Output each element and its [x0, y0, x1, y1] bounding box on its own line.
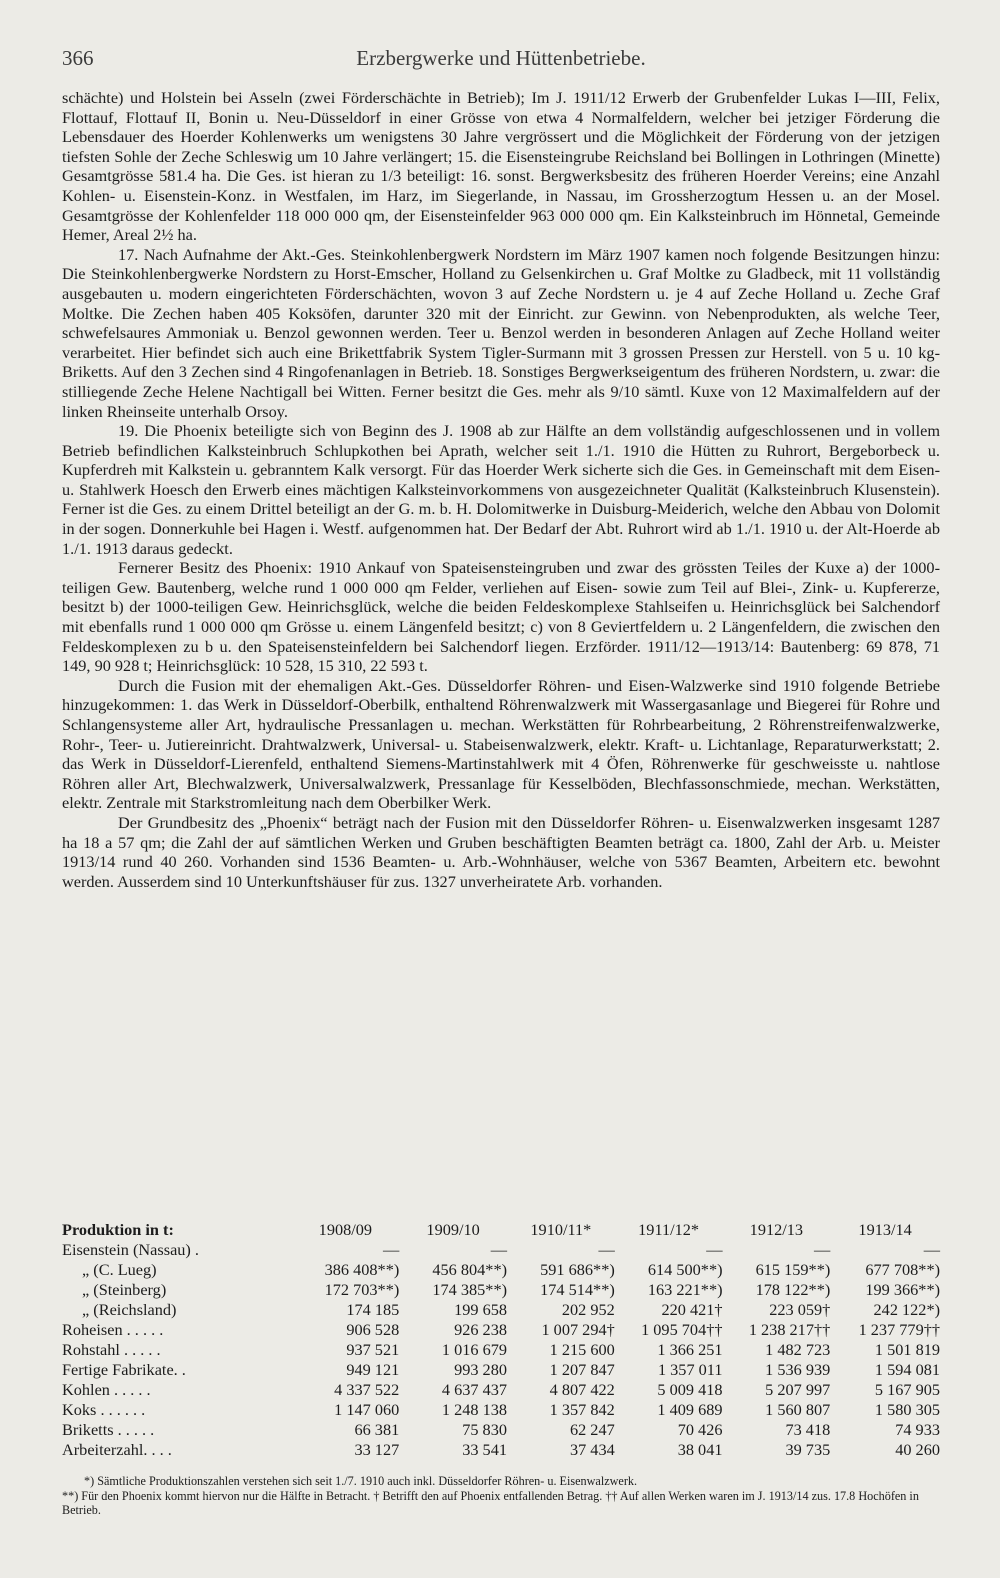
table-row [62, 1280, 940, 1300]
table-title: Produktion in t: [62, 1220, 174, 1239]
row-label: Koks . . . . . . [62, 1400, 146, 1419]
table-row [62, 1300, 940, 1320]
table-row [62, 1360, 940, 1380]
table-cell: — [598, 1240, 615, 1259]
running-title: Erzbergwerke und Hüttenbetriebe. [356, 46, 646, 70]
table-cell: 163 221**) [647, 1280, 723, 1299]
table-cell: — [923, 1240, 940, 1259]
table-cell: 33 127 [354, 1440, 400, 1459]
table-cell: 174 514**) [540, 1280, 615, 1299]
table-row [62, 1240, 940, 1260]
row-label: „ (Reichsland) [82, 1300, 177, 1319]
table-cell: 199 366**) [865, 1280, 941, 1299]
table-cell: 74 933 [895, 1420, 940, 1439]
table-cell: 73 418 [785, 1420, 831, 1439]
table-cell: 1 147 060 [334, 1400, 400, 1419]
table-cell: 993 280 [454, 1360, 507, 1379]
row-label: „ (Steinberg) [82, 1280, 167, 1299]
row-label: „ (C. Lueg) [82, 1260, 157, 1279]
table-cell: 1 016 679 [441, 1340, 507, 1359]
table-cell: 1 594 081 [874, 1360, 940, 1379]
year-header: 1908/09 [318, 1220, 373, 1239]
table-cell: 223 059† [769, 1300, 831, 1319]
table-row [62, 1260, 940, 1280]
table-cell: — [382, 1240, 400, 1259]
table-cell: 591 686**) [540, 1260, 615, 1279]
table-header-row [62, 1220, 940, 1240]
table-cell: 172 703**) [324, 1280, 400, 1299]
row-label: Eisenstein (Nassau) . [62, 1240, 199, 1259]
table-cell: 39 735 [785, 1440, 831, 1459]
table-cell: 1 237 779†† [858, 1320, 940, 1339]
body-text [62, 88, 940, 891]
table-cell: 1 238 217†† [748, 1320, 831, 1339]
table-cell: 4 337 522 [334, 1380, 400, 1399]
paragraph: 17. Nach Aufnahme der Akt.-Ges. Steinkohlenbergwerk Nordstern im März 1907 kamen noch folgende Besitzungen hinzu: Die Steinkohlenbergwerke Nordstern zu Horst-Emscher, Holland zu Gelsenkirchen u. Graf Moltke zu Gladbeck, mit 11 vollständig ausgebauten u. modern eingerichteten Förderschächten, wovon 3 auf Zeche Nordstern u. je 4 auf Zeche Holland u. Zeche Graf Moltke. Die Zechen haben 405 Koksöfen, darunter 320 mit der Einricht. zur Gewinn. von Nebenprodukten, als welche Teer, schwefelsaures Ammoniak u. Benzol gewonnen werden. Teer u. Benzol werden in besonderen Anlagen auf Zeche Holland weiter verarbeitet. Hier befindet sich auch eine Brikettfabrik System Tigler-Surmann mit 3 grossen Pressen zur Herstell. von 5 u. 10 kg-Briketts. Auf den 3 Zechen sind 4 Ringofenanlagen in Betrieb. 18. Sonstiges Bergwerkseigentum des früheren Nordstern, u. zwar: die stilliegende Zeche Helene Nachtigall bei Witten. Ferner besitzt die Ges. mehr als 9/10 sämtl. Kuxe von 12 Maximalfeldern auf der linken Rheinseite unterhalb Orsoy. [62, 244, 940, 421]
table-cell: 242 122*) [873, 1300, 941, 1319]
table-cell: 1 095 704†† [641, 1320, 723, 1339]
table-cell: 38 041 [677, 1440, 723, 1459]
table-row [62, 1340, 940, 1360]
table-row [62, 1320, 940, 1340]
table-cell: 456 804**) [432, 1260, 508, 1279]
table-cell: 1 215 600 [549, 1340, 615, 1359]
row-label: Fertige Fabrikate. . [62, 1360, 186, 1379]
table-cell: 4 807 422 [549, 1380, 615, 1399]
row-label: Kohlen . . . . . [62, 1380, 151, 1399]
paragraph: Der Grundbesitz des „Phoenix“ beträgt nach der Fusion mit den Düsseldorfer Röhren- u. Eisenwalzwerken insgesamt 1287 ha 18 a 57 qm; die Zahl der auf sämtlichen Werken und Gruben beschäftigten Beamten beträgt ca. 1800, Zahl der Arb. u. Meister 1913/14 rund 40 260. Vorhanden sind 1536 Beamten- u. Arb.-Wohnhäuser, welche von 5367 Beamten, Arbeitern etc. bewohnt werden. Ausserdem sind 10 Unterkunftshäuser für zus. 1327 unverheiratete Arb. vorhanden. [62, 812, 940, 891]
table-cell: 906 528 [346, 1320, 400, 1339]
table-cell: 66 381 [354, 1420, 400, 1439]
table-cell: 199 658 [454, 1300, 508, 1319]
table-cell: 949 121 [346, 1360, 400, 1379]
table-cell: 4 637 437 [441, 1380, 507, 1399]
table-cell: 70 426 [677, 1420, 723, 1439]
table-cell: 614 500**) [647, 1260, 723, 1279]
paragraph: Durch die Fusion mit der ehemaligen Akt.-Ges. Düsseldorfer Röhren- und Eisen-Walzwerke sind 1910 folgende Betriebe hinzugekommen: 1. das Werk in Düsseldorf-Oberbilk, enthaltend Röhrenwalzwerk mit Wassergasanlage und Biegerei für Rohre und Schlangensysteme aller Art, hydraulische Pressanlagen u. mechan. Werkstätten für Rohrbearbeitung, 2 Röhrenstreifenwalzwerke, Rohr-, Teer- u. Jutiereinricht. Drahtwalzwerk, Universal- u. Stabeisenwalzwerk, elektr. Kraft- u. Lichtanlage, Reparaturwerkstatt; 2. das Werk in Düsseldorf-Lierenfeld, enthaltend Siemens-Martinstahlwerk mit 4 Öfen, Röhrenwerke für geschweisste u. nahtlose Röhren aller Art, Blechwalzwerk, Universalwalzwerk, Pressanlage für Kesselböden, Blechfassonschmiede, mechan. Werkstätten, elektr. Zentrale mit Starkstromleitung nach dem Oberbilker Werk. [62, 675, 940, 813]
table-cell: 386 408**) [324, 1260, 400, 1279]
table-cell: 40 260 [895, 1440, 940, 1459]
table-cell: — [490, 1240, 507, 1259]
table-cell: 75 830 [462, 1420, 507, 1439]
row-label: Rohstahl . . . . . [62, 1340, 161, 1359]
table-cell: 5 167 905 [874, 1380, 940, 1399]
table-cell: 1 560 807 [765, 1400, 831, 1419]
table-cell: 926 238 [454, 1320, 507, 1339]
table-cell: 615 159**) [755, 1260, 831, 1279]
row-label: Arbeiterzahl. . . . [62, 1440, 172, 1459]
year-header: 1909/10 [426, 1220, 480, 1239]
table-cell: 5 009 418 [657, 1380, 723, 1399]
table-row [62, 1380, 940, 1400]
row-label: Roheisen . . . . . [62, 1320, 164, 1339]
table-cell: 1 357 842 [549, 1400, 615, 1419]
year-header: 1912/13 [749, 1220, 804, 1239]
table-cell: 1 409 689 [657, 1400, 723, 1419]
table-cell: — [706, 1240, 723, 1259]
table-cell: 33 541 [462, 1440, 507, 1459]
table-row [62, 1420, 940, 1440]
table-cell: 1 536 939 [765, 1360, 831, 1379]
table-cell: 62 247 [569, 1420, 615, 1439]
table-cell: 37 434 [569, 1440, 615, 1459]
table-cell: 1 207 847 [549, 1360, 615, 1379]
table-cell: 5 207 997 [765, 1380, 831, 1399]
running-header [62, 46, 940, 80]
table-cell: — [813, 1240, 831, 1259]
year-header: 1911/12* [638, 1220, 700, 1239]
table-cell: 1 248 138 [441, 1400, 507, 1419]
table-cell: 202 952 [561, 1300, 615, 1319]
page-number: 366 [62, 46, 94, 70]
paragraph: Fernerer Besitz des Phoenix: 1910 Ankauf von Spateisensteingruben und zwar des grössten Teiles der Kuxe a) der 1000-teiligen Gew. Bautenberg, welche rund 1 000 000 qm Felder, verliehen auf Eisen- sowie zum Teil auf Blei-, Zink- u. Kupfererze, besitzt b) der 1000-teiligen Gew. Heinrichsglück, welche die beiden Feldeskomplexe Stahlseifen u. Heinrichsglück bei Salchendorf mit ebenfalls rund 1 000 000 qm Grösse u. einem Längenfeld besitzt; c) von 8 Geviertfeldern u. 2 Längenfeldern, die zwischen den Feldeskomplexen zu b u. den Spateisensteinfeldern bei Salchendorf liegen. Erzförder. 1911/12—1913/14: Bautenberg: 69 878, 71 149, 90 928 t; Heinrichsglück: 10 528, 15 310, 22 593 t. [62, 558, 940, 676]
table-cell: 1 357 011 [657, 1360, 723, 1379]
table-row [62, 1440, 940, 1460]
row-label: Briketts . . . . . [62, 1420, 155, 1439]
table-cell: 937 521 [346, 1340, 400, 1359]
footnote: *) Sämtliche Produktionszahlen verstehen sich seit 1./7. 1910 auch inkl. Düsseldorfer Röhren- u. Eisenwalzwerk. [84, 1474, 638, 1488]
paragraph: schächte) und Holstein bei Asseln (zwei Förderschächte in Betrieb); Im J. 1911/12 Erwerb der Grubenfelder Lukas I—III, Felix, Flottauf, Flottauf II, Bonin u. Neu-Düsseldorf in einer Grösse von etwa 4 Normalfeldern, welcher bei jetziger Förderung die Lebensdauer des Hoerder Kohlenwerks um wenigstens 30 Jahre vergrössert und die Möglichkeit der Förderung von der jetzigen tiefsten Sohle der Zeche Schleswig um 10 Jahre verlängert; 15. die Eisensteingrube Reichsland bei Bollingen in Lothringen (Minette) Gesamtgrösse 581.4 ha. Die Ges. ist hieran zu 1/3 beteiligt: 16. sonst. Bergwerksbesitz des früheren Hoerder Vereins; eine Anzahl Kohlen- u. Eisenstein-Konz. in Westfalen, im Harz, im Siegerlande, in Nassau, im Grossherzogtum Hessen u. an der Mosel. Gesamtgrösse der Kohlenfelder 118 000 000 qm, der Eisensteinfelder 963 000 000 qm. Ein Kalksteinbruch im Hönnetal, Gemeinde Hemer, Areal 2½ ha. [62, 88, 940, 245]
table-cell: 1 007 294† [541, 1320, 615, 1339]
paragraph: 19. Die Phoenix beteiligte sich von Beginn des J. 1908 ab zur Hälfte an dem vollständig aufgeschlossenen und in vollem Betrieb befindlichen Kalksteinbruch Schlupkothen bei Aprath, welcher seit 1./1. 1910 die Hütten zu Ruhrort, Bergeborbeck u. Kupferdreh mit Kalkstein u. gebranntem Kalk versorgt. Für das Hoerder Werk sicherte sich die Ges. in Gemeinschaft mit dem Eisen- u. Stahlwerk Hoesch den Erwerb eines mächtigen Kalksteinvorkommens von ausgezeichneter Qualität (Kalksteinbruch Klusenstein). Ferner ist die Ges. zu einem Drittel beteiligt an der G. m. b. H. Dolomitwerke in Duisburg-Meiderich, welche den Abbau von Dolomit in der sogen. Donnerkuhle bei Hagen i. Westf. aufgenommen hat. Der Bedarf der Abt. Ruhrort wird ab 1./1. 1910 u. der Alt-Hoerde ab 1./1. 1913 daraus gedeckt. [62, 421, 940, 558]
table-cell: 1 580 305 [874, 1400, 940, 1419]
table-body [62, 1240, 940, 1460]
table-cell: 220 421† [661, 1300, 723, 1319]
year-header: 1913/14 [858, 1220, 912, 1239]
table-cell: 1 501 819 [874, 1340, 940, 1359]
table-cell: 1 366 251 [657, 1340, 723, 1359]
table-row [62, 1400, 940, 1420]
year-header: 1910/11* [530, 1220, 592, 1239]
table-cell: 174 185 [346, 1300, 400, 1319]
footnote: **) Für den Phoenix kommt hiervon nur die Hälfte in Betracht. † Betrifft den auf Phoenix entfallenden Betrag. †† Auf allen Werken waren im J. 1913/14 zus. 17.8 Hochöfen in Betrieb. [62, 1488, 919, 1517]
production-table [62, 1220, 940, 1460]
table-cell: 178 122**) [755, 1280, 831, 1299]
footnotes [62, 1474, 940, 1518]
table-cell: 174 385**) [432, 1280, 508, 1299]
table-cell: 677 708**) [865, 1260, 941, 1279]
table-cell: 1 482 723 [765, 1340, 831, 1359]
